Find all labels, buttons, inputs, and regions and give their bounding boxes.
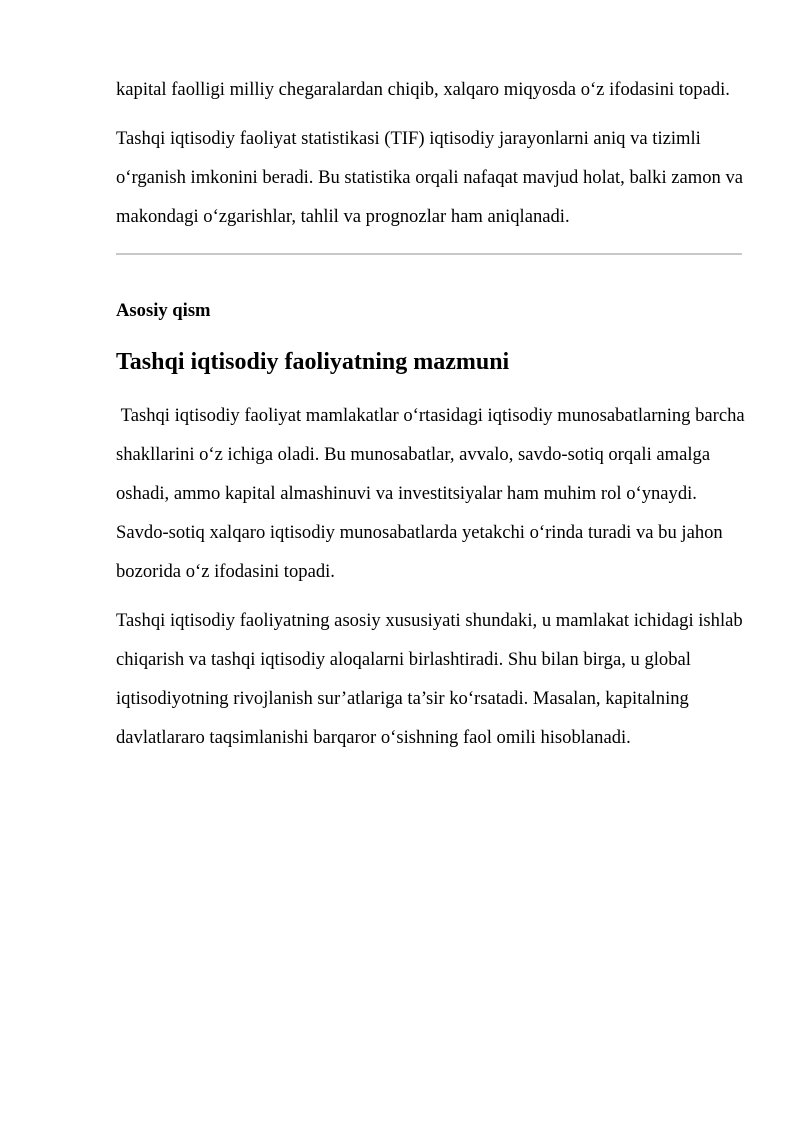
- body-paragraph-2: Tashqi iqtisodiy faoliyatning asosiy xususiyati shundaki, u mamlakat ichidagi ishlab chiqarish va tashqi iqtisodiy aloqalarni birlashtiradi. Shu bilan birga, u global iqtisodiyotning rivojlanish sur’atlariga ta’sir ko‘rsatadi. Masalan, kapitalning davlatlararo taqsimlanishi barqaror o‘sishning faol omili hisoblanadi.: [116, 610, 743, 748]
- intro-paragraph-1: kapital faolligi milliy chegaralardan chiqib, xalqaro miqyosda o‘z ifodasini topadi.: [116, 79, 730, 100]
- intro-paragraph-2: Tashqi iqtisodiy faoliyat statistikasi (TIF) iqtisodiy jarayonlarni aniq va tizimli o‘rganish imkonini beradi. Bu statistika orqali nafaqat mavjud holat, balki zamon va makondagi o‘zgarishlar, tahlil va prognozlar ham aniqlanadi.: [116, 128, 744, 227]
- body-paragraph-1: Tashqi iqtisodiy faoliyat mamlakatlar o‘rtasidagi iqtisodiy munosabatlarning barcha shakllarini o‘z ichiga oladi. Bu munosabatlar, avvalo, savdo-sotiq orqali amalga oshadi, ammo kapital almashinuvi va investitsiyalar ham muhim rol o‘ynaydi. Savdo-sotiq xalqaro iqtisodiy munosabatlarda yetakchi o‘rinda turadi va bu jahon bozorida o‘z ifodasini topadi.: [116, 405, 750, 582]
- section-heading: Tashqi iqtisodiy faoliyatning mazmuni: [116, 349, 510, 375]
- section-divider: [116, 253, 742, 255]
- document-page: [116, 70, 750, 767]
- section-label: Asosiy qism: [116, 300, 211, 321]
